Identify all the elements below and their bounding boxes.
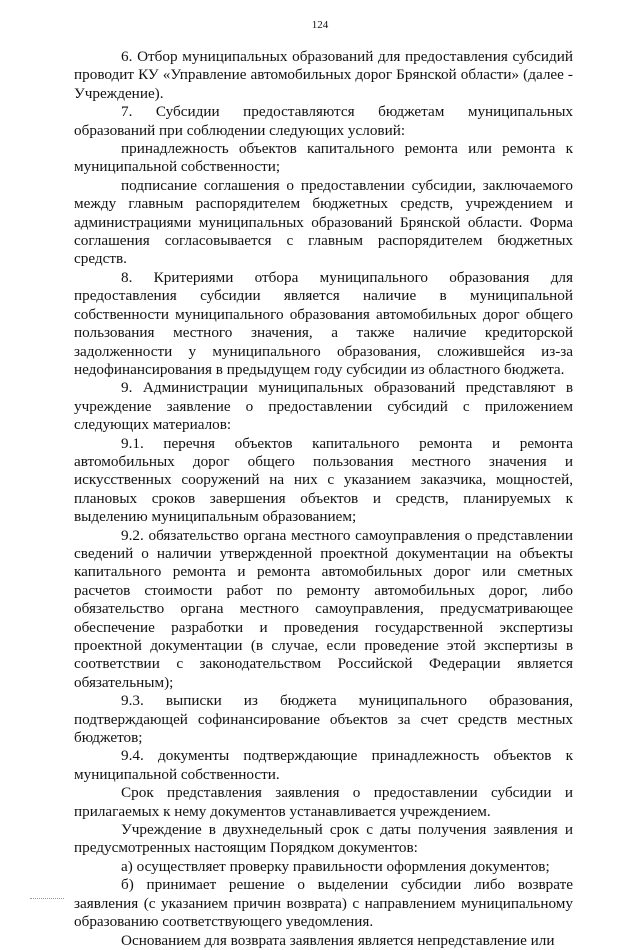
item-9-2: 9.2. обязательство органа местного самоуправления о представлении сведений о наличии утвержденной проектной документации на объекты капитального ремонта и ремонта автомобильных дорог или сметных расчетов стоимости работ по ремонту автомобильных дорог, либо обязательство органа местного самоуправления, предусматривающее обеспечение разработки и проведения государственной экспертизы проектной документации (в случае, если проведение этой экспертизы в соответствии с законодательством Российской Федерации является обязательным); (74, 526, 573, 691)
return-grounds: Основанием для возврата заявления является непредставление или (121, 931, 555, 949)
paragraph-6: 6. Отбор муниципальных образований для предоставления субсидий проводит КУ «Управление автомобильных дорог Брянской области» (далее - Учреждение). (74, 48, 573, 102)
condition-agreement: подписание соглашения о предоставлении субсидии, заключаемого между главным распорядителем бюджетных средств, учреждением и администрациями муниципальных образований Брянской области. Форма соглашения согласовывается с главным распорядителем бюджетных средств. (74, 176, 573, 268)
review-item-b: б) принимает решение о выделении субсидии либо возврате заявления (с указанием причин возврата) с направлением муниципальному образованию соответствующего уведомления. (74, 876, 573, 931)
scan-artifact-line (30, 898, 64, 899)
submission-deadline: Срок представления заявления о предоставлении субсидии и прилагаемых к нему документов устанавливается учреждением. (74, 784, 573, 820)
item-9-3: 9.3. выписки из бюджета муниципального образования, подтверждающей софинансирование объектов за счет средств местных бюджетов; (74, 692, 573, 747)
item-9-1: 9.1. перечня объектов капитального ремонта и ремонта автомобильных дорог общего пользования местного значения и искусственных сооружений на них с указанием заказчика, мощностей, плановых сроков завершения объектов и средств, планируемых к выделению муниципальным образованием; (74, 434, 573, 526)
review-item-a: а) осуществляет проверку правильности оформления документов; (121, 857, 550, 875)
review-intro: Учреждение в двухнедельный срок с даты получения заявления и предусмотренных настоящим Порядком документов: (74, 821, 573, 857)
item-9-4: 9.4. документы подтверждающие принадлежность объектов к муниципальной собственности. (74, 747, 573, 783)
paragraph-9: 9. Администрации муниципальных образований представляют в учреждение заявление о предоставлении субсидий с приложением следующих материалов: (74, 379, 573, 434)
page-number: 124 (311, 19, 329, 31)
condition-ownership: принадлежность объектов капитального ремонта или ремонта к муниципальной собственности; (74, 140, 573, 176)
document-body (74, 48, 573, 950)
paragraph-7: 7. Субсидии предоставляются бюджетам муниципальных образований при соблюдении следующих условий: (74, 103, 573, 139)
paragraph-8: 8. Критериями отбора муниципального образования для предоставления субсидии является наличие в муниципальной собственности муниципального образования автомобильных дорог общего пользования местного значения, а также наличие кредиторской задолженности у муниципального образования, сложившейся из-за недофинансирования в предыдущем году субсидии из областного бюджета. (74, 268, 573, 378)
